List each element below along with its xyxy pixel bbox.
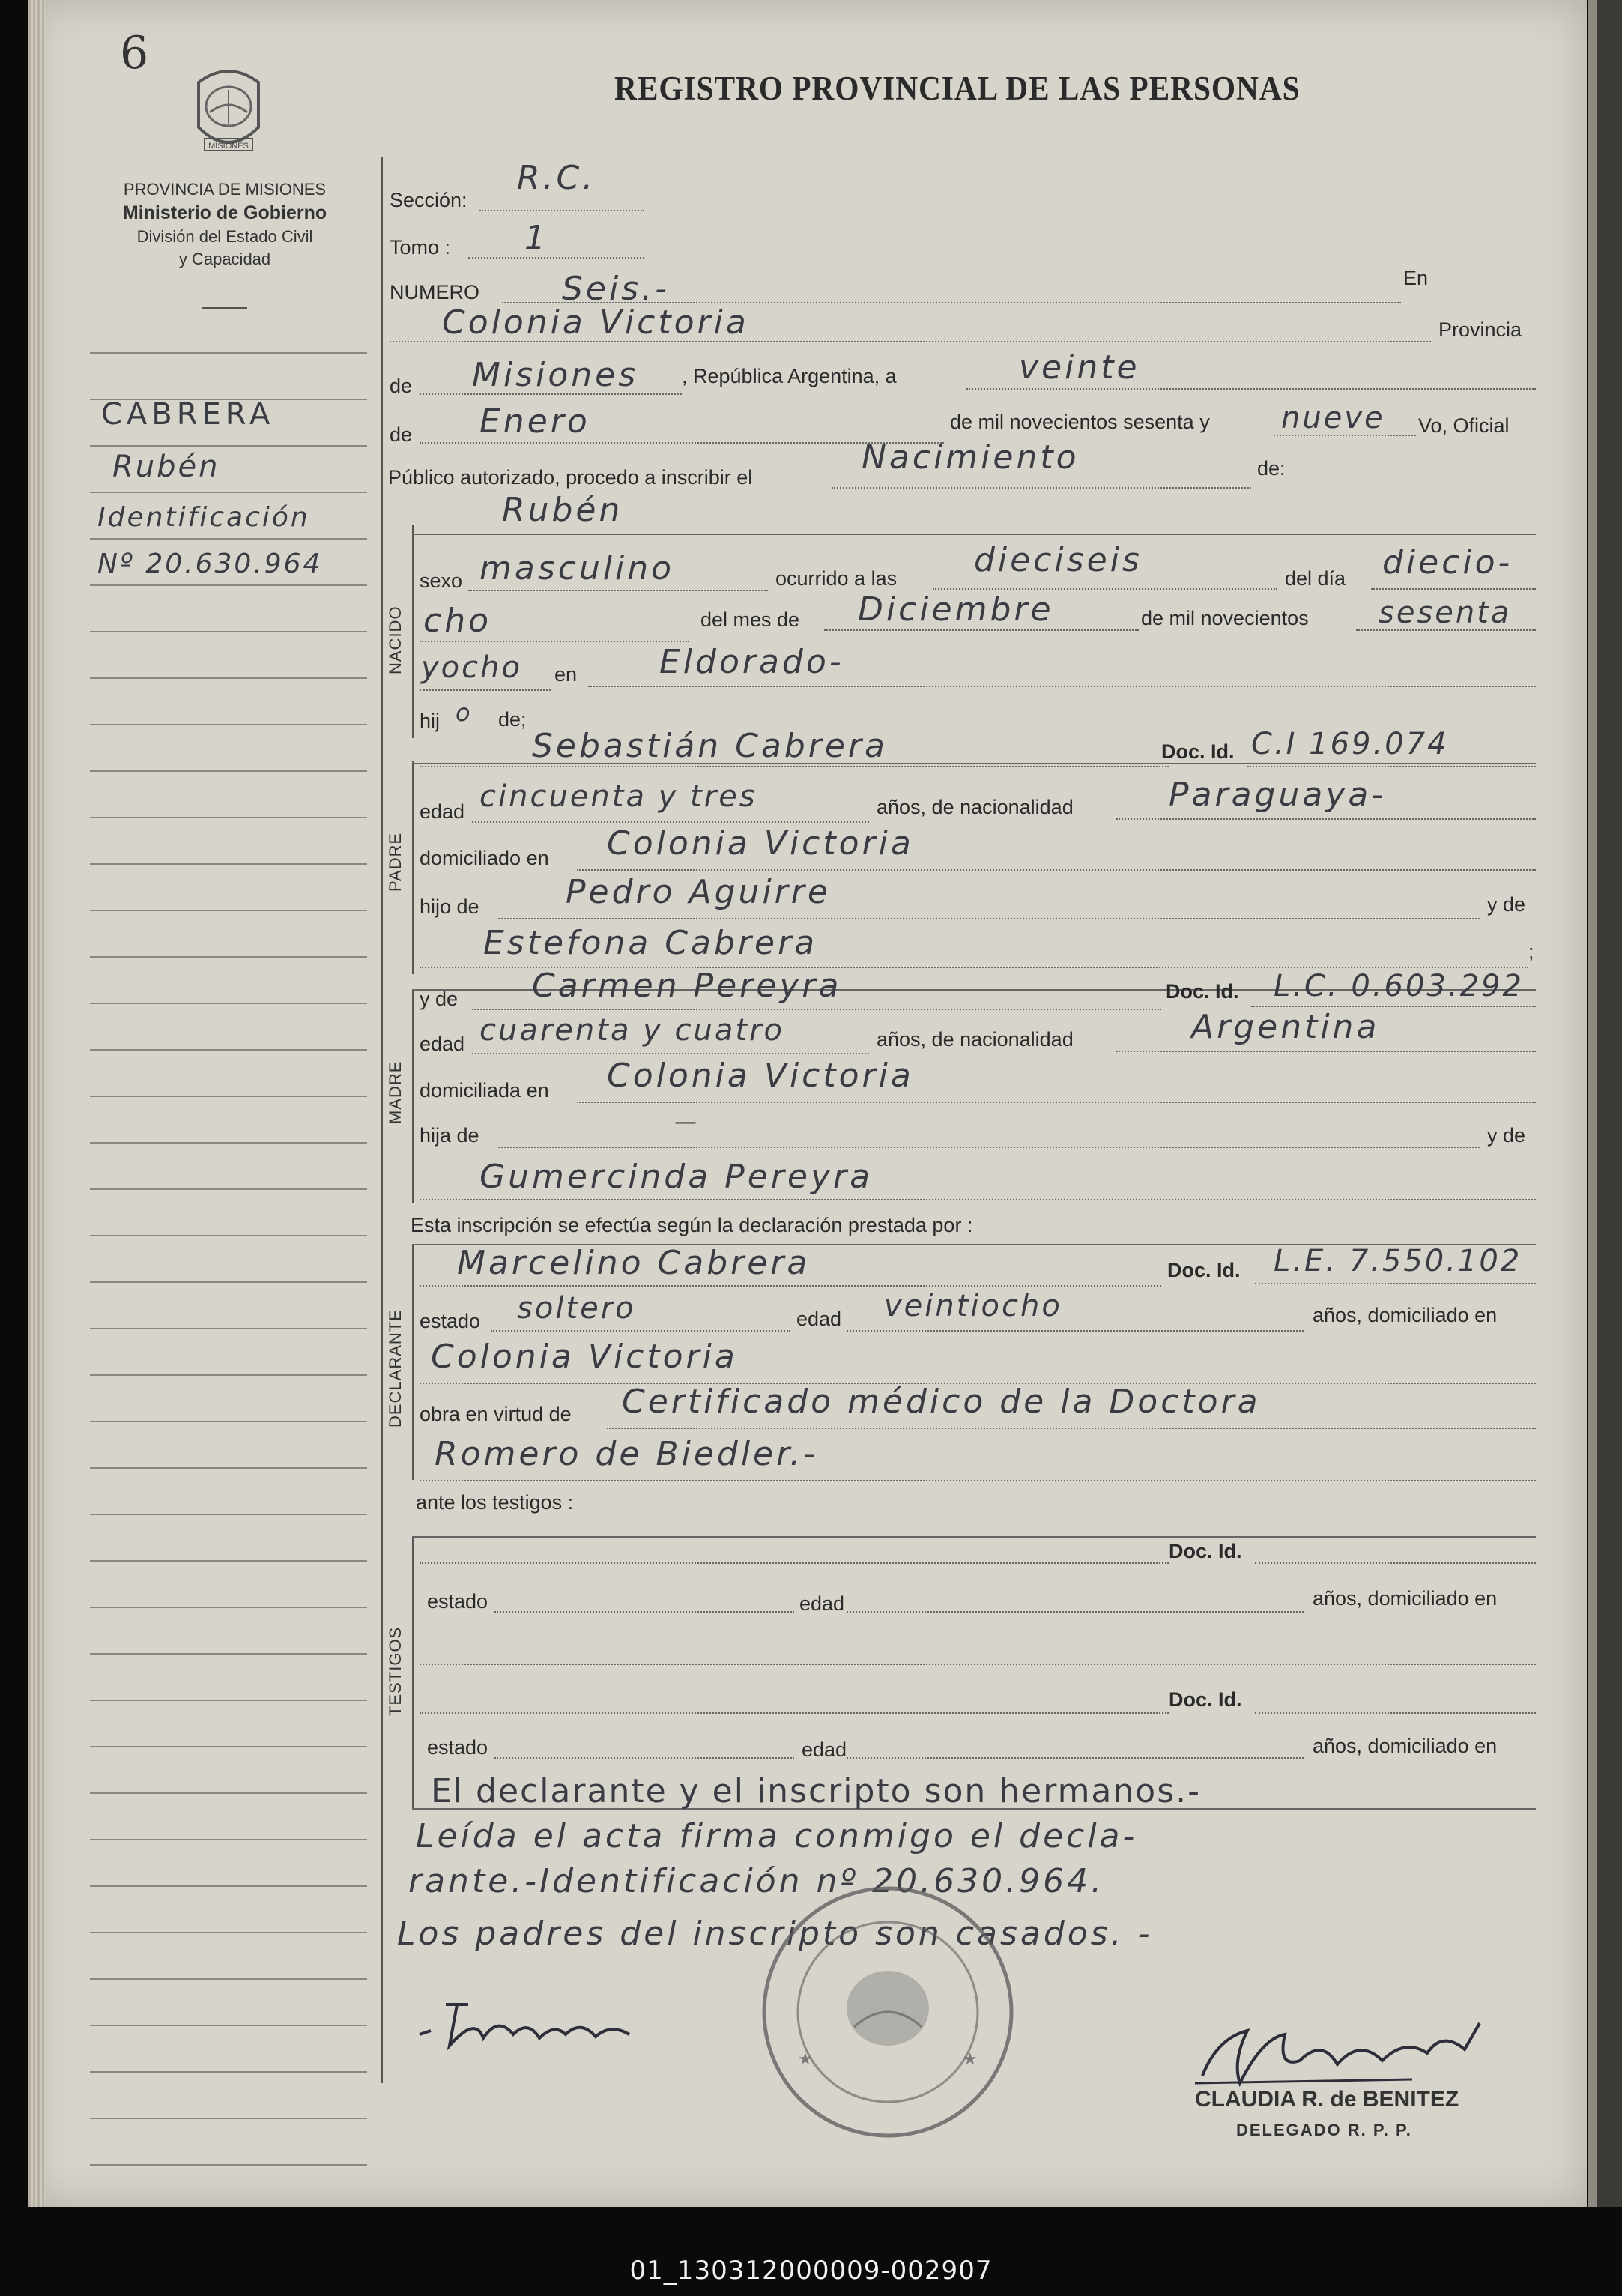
padre-hijo-de-label: hijo de — [420, 895, 479, 918]
provincia-label: Provincia — [1438, 318, 1522, 341]
ante-testigos-label: ante los testigos : — [416, 1491, 574, 1514]
declarante-estado-label: estado — [420, 1310, 481, 1332]
seccion-value: R.C. — [517, 159, 596, 197]
margin-rule-line — [90, 770, 367, 772]
declarante-nombre: Marcelino Cabrera — [457, 1244, 811, 1282]
header-divider — [202, 307, 247, 309]
declarante-edad-label: edad — [796, 1308, 842, 1330]
madre-nacionalidad-line — [1116, 1051, 1536, 1052]
testigo2-nombre-line — [420, 1712, 1169, 1714]
madre-nombre-line — [472, 1009, 1161, 1010]
madre-nombre: Carmen Pereyra — [532, 967, 842, 1005]
seccion-label: Sección: — [390, 189, 467, 211]
declarante-edad-line — [847, 1330, 1304, 1332]
testigo1-edad-line — [847, 1611, 1304, 1613]
lugar-value: Colonia Victoria — [442, 303, 749, 342]
testigo2-domiciliado-label: años, domiciliado en — [1313, 1735, 1498, 1757]
margin-rule-line — [90, 2071, 367, 2073]
madre-hija-de-madre-line — [420, 1199, 1536, 1200]
testigo1-doc-label: Doc. Id. — [1169, 1540, 1242, 1562]
margin-id-number: Nº 20.630.964 — [97, 549, 323, 579]
nota-2: Leída el acta firma conmigo el decla- — [416, 1817, 1138, 1855]
testigo2-doc-label: Doc. Id. — [1169, 1688, 1242, 1711]
tomo-label: Tomo : — [390, 236, 451, 259]
nombre-value: Rubén — [502, 491, 623, 529]
testigo1-domiciliado-label: años, domiciliado en — [1313, 1587, 1498, 1610]
section-testigos: TESTIGOS — [386, 1626, 405, 1716]
province-name: PROVINCIA DE MISIONES — [123, 180, 327, 199]
officer-title: DELEGADO R. P. P. — [1236, 2121, 1412, 2139]
declarante-domicilio: Colonia Victoria — [431, 1338, 738, 1376]
del-dia-label: del día — [1285, 567, 1346, 590]
testigo2-doc-line — [1255, 1712, 1536, 1714]
madre-domicilio-label: domiciliada en — [420, 1079, 549, 1102]
tomo-line — [468, 257, 644, 259]
margin-rule-line — [90, 492, 367, 493]
madre-nacionalidad: Argentina — [1191, 1008, 1380, 1046]
margin-rule-line — [90, 817, 367, 818]
margin-rule-line — [90, 1467, 367, 1469]
margin-rule-line — [90, 352, 367, 354]
padre-edad-line — [472, 821, 869, 823]
margin-rule-line — [90, 1560, 367, 1562]
madre-hija-de-label: hija de — [420, 1124, 479, 1147]
madre-edad-label: edad — [420, 1033, 465, 1055]
en-lower-label: en — [554, 663, 578, 686]
acto-line — [832, 487, 1251, 489]
testigos-bracket — [412, 1536, 414, 1810]
testigo2-estado-label: estado — [427, 1736, 488, 1759]
ministry-name: Ministerio de Gobierno — [122, 202, 327, 223]
obra-line — [607, 1428, 1536, 1429]
margin-rule-line — [90, 1003, 367, 1004]
nota-1: El declarante y el inscripto son hermanos.- — [431, 1772, 1201, 1810]
provincial-seal-icon — [184, 60, 273, 165]
division-subname: y Capacidad — [178, 250, 271, 269]
svg-text:★: ★ — [963, 2049, 978, 2068]
dia-nac-line-2 — [420, 641, 689, 642]
madre-edad-line — [472, 1053, 869, 1054]
madre-nacionalidad-label: años, de nacionalidad — [877, 1028, 1074, 1051]
margin-rule-line — [90, 1049, 367, 1051]
margin-rule-line — [90, 1700, 367, 1701]
dia-nac-value-2: cho — [423, 602, 491, 640]
padre-hijo-de-line — [498, 918, 1480, 919]
margin-surname: CABRERA — [101, 397, 275, 432]
padre-nacionalidad: Paraguaya- — [1169, 776, 1387, 814]
margin-rule-line — [90, 863, 367, 865]
provincia-value: Misiones — [472, 356, 639, 394]
testigo1-doc-line — [1255, 1562, 1536, 1564]
margin-rule-line — [90, 1792, 367, 1794]
madre-hija-de-padre: — — [674, 1109, 699, 1135]
madre-bracket — [412, 989, 414, 1203]
mes-nac-value: Diciembre — [858, 590, 1054, 629]
dia-nac-line — [1371, 588, 1536, 590]
officer-name: CLAUDIA R. de BENITEZ — [1195, 2087, 1459, 2112]
padre-nacionalidad-label: años, de nacionalidad — [877, 796, 1074, 818]
madre-y-de-label: y de — [1487, 1124, 1526, 1147]
ocurrido-label: ocurrido a las — [775, 567, 898, 590]
margin-rule-line — [90, 1839, 367, 1840]
obra-value-2: Romero de Biedler.- — [435, 1435, 819, 1473]
acto-value: Nacimiento — [862, 438, 1080, 477]
de-label-2: de — [390, 423, 413, 446]
mes-nac-line — [824, 629, 1139, 631]
hora-line — [933, 588, 1277, 590]
margin-rule-line — [90, 1281, 367, 1283]
inscripcion-label: Esta inscripción se efectúa según la declaración prestada por : — [411, 1214, 973, 1236]
testigo1-domicilio-line — [420, 1664, 1536, 1665]
testigo1-estado-label: estado — [427, 1590, 488, 1613]
padre-domicilio-label: domiciliado en — [420, 847, 549, 869]
republica-label: , República Argentina, a — [682, 365, 897, 387]
margin-rule-line — [90, 538, 367, 540]
seal-label: MISIONES — [208, 142, 249, 151]
svg-text:★: ★ — [798, 2049, 813, 2068]
lugar-nac-line — [588, 686, 1536, 687]
madre-domicilio-line — [577, 1102, 1536, 1103]
declarante-doc-label: Doc. Id. — [1167, 1259, 1241, 1281]
anio-nac-value-2: yocho — [421, 650, 522, 685]
sexo-line — [468, 590, 768, 591]
madre-hija-de-madre: Gumercinda Pereyra — [479, 1158, 874, 1196]
obra-value-1: Certificado médico de la Doctora — [622, 1383, 1261, 1421]
testigo2-estado-line — [494, 1757, 794, 1759]
testigo2-edad-label: edad — [802, 1738, 847, 1761]
padre-doc-line — [1247, 766, 1536, 767]
madre-domicilio: Colonia Victoria — [607, 1057, 914, 1095]
vo-oficial-label: Vo, Oficial — [1418, 414, 1510, 437]
margin-rule-line — [90, 956, 367, 958]
madre-edad: cuarenta y cuatro — [479, 1013, 785, 1048]
obra-line-2 — [420, 1480, 1536, 1481]
sexo-label: sexo — [420, 570, 463, 592]
padre-nacionalidad-line — [1116, 818, 1536, 820]
dia-nac-value-1: diecio- — [1382, 543, 1513, 581]
dia-acta-value: veinte — [1019, 348, 1140, 387]
margin-rule-line — [90, 1653, 367, 1655]
padre-hijo-de-padre: Pedro Aguirre — [566, 873, 831, 911]
declarante-signature-text: Cabrera — [536, 2049, 539, 2050]
margin-rule-line — [90, 1421, 367, 1422]
scan-code: 01_130312000009-002907 — [629, 2256, 993, 2286]
mes-acta-value: Enero — [479, 402, 590, 441]
section-padre: PADRE — [386, 832, 405, 892]
division-name: División del Estado Civil — [136, 227, 313, 247]
margin-rule-line — [90, 1235, 367, 1236]
madre-doc-label: Doc. Id. — [1166, 980, 1239, 1003]
margin-rule-line — [90, 724, 367, 725]
padre-hijo-de-madre: Estefona Cabrera — [483, 924, 818, 962]
margin-rule-line — [90, 1328, 367, 1329]
sexo-value: masculino — [479, 549, 675, 587]
margin-rule-line — [90, 2025, 367, 2026]
madre-hija-de-line — [498, 1147, 1480, 1148]
numero-value: Seis.- — [562, 270, 671, 308]
margin-rule-line — [90, 1096, 367, 1097]
declarante-doc-line — [1255, 1283, 1536, 1284]
de-colon-label: de: — [1257, 457, 1286, 480]
anio-nac-value-1: sesenta — [1379, 596, 1512, 630]
margin-id-label: Identificación — [97, 502, 310, 533]
padre-nombre-line — [420, 766, 1169, 767]
margin-rule-line — [90, 1374, 367, 1376]
mil-novecientos-label: de mil novecientos sesenta y — [950, 411, 1210, 433]
padre-bracket — [412, 761, 414, 974]
anio-acta-value: nueve — [1281, 401, 1385, 435]
divider-testigos — [412, 1536, 1536, 1538]
hij-suffix: o — [456, 698, 473, 727]
margin-rule-line — [90, 2118, 367, 2119]
margin-rule-line — [90, 584, 367, 586]
declarante-domiciliado-label: años, domiciliado en — [1313, 1304, 1498, 1326]
hij-label: hij — [420, 710, 441, 732]
testigo1-estado-line — [494, 1611, 794, 1613]
padre-y-de-label: y de — [1487, 893, 1526, 916]
declarante-estado: soltero — [517, 1291, 636, 1326]
divider-nacido — [412, 534, 1536, 535]
book-binding — [1588, 0, 1622, 2207]
nota-4: Los padres del inscripto son casados. - — [397, 1915, 1153, 1953]
margin-rule-line — [90, 1932, 367, 1933]
tomo-value: 1 — [524, 219, 548, 257]
madre-y-de-label: y de — [420, 988, 459, 1010]
page-edge — [28, 0, 45, 2207]
nacido-bracket — [412, 525, 414, 738]
declarante-estado-line — [491, 1330, 790, 1332]
margin-rule-line — [90, 1514, 367, 1515]
anio-nac-line-2 — [420, 689, 551, 691]
obra-label: obra en virtud de — [420, 1403, 572, 1425]
padre-edad: cincuenta y tres — [479, 779, 757, 814]
section-madre: MADRE — [386, 1060, 405, 1124]
margin-rule-line — [90, 445, 367, 447]
semicolon-label: ; — [1528, 940, 1534, 963]
declarante-signature — [416, 1993, 641, 2053]
margin-rule-line — [90, 1885, 367, 1887]
margin-rule-line — [90, 1188, 367, 1190]
del-mes-label: del mes de — [700, 608, 800, 631]
testigo2-edad-line — [847, 1757, 1304, 1759]
padre-domicilio: Colonia Victoria — [607, 824, 914, 862]
document-title: REGISTRO PROVINCIAL DE LAS PERSONAS — [614, 70, 1301, 107]
madre-doc-line — [1251, 1006, 1536, 1007]
declarante-nombre-line — [420, 1285, 1161, 1287]
seccion-line — [479, 210, 644, 211]
padre-domicilio-line — [577, 869, 1536, 871]
declarante-bracket — [412, 1244, 414, 1480]
padre-doc: C.I 169.074 — [1251, 727, 1449, 761]
declarante-doc: L.E. 7.550.102 — [1274, 1244, 1522, 1278]
officer-signature — [1187, 2008, 1487, 2091]
margin-name: Rubén — [112, 450, 220, 484]
margin-rule-line — [90, 1746, 367, 1747]
padre-doc-label: Doc. Id. — [1161, 740, 1235, 763]
margin-rule-line — [90, 631, 367, 632]
section-nacido: NACIDO — [386, 605, 405, 674]
mil-novecientos-nac-label: de mil novecientos — [1141, 607, 1309, 629]
margin-rule-line — [90, 910, 367, 911]
publico-label: Público autorizado, procedo a inscribir el — [388, 466, 753, 489]
lugar-nac-value: Eldorado- — [659, 643, 844, 681]
testigo1-edad-label: edad — [799, 1592, 845, 1615]
ministry-header — [82, 178, 367, 271]
nota-3: rante.-Identificación nº 20.630.964. — [408, 1862, 1105, 1900]
de-semicolon-label: de; — [498, 708, 527, 731]
de-label-1: de — [390, 375, 413, 397]
margin-rule-line — [90, 677, 367, 679]
en-label: En — [1403, 267, 1429, 289]
page-number: 6 — [120, 27, 149, 79]
testigo1-nombre-line — [420, 1562, 1169, 1564]
dia-acta-line — [966, 388, 1536, 390]
madre-doc: L.C. 0.603.292 — [1274, 969, 1524, 1003]
left-form-border — [381, 157, 383, 2083]
official-stamp-icon — [753, 1877, 1023, 2147]
padre-nombre: Sebastián Cabrera — [532, 727, 888, 765]
margin-rule-line — [90, 1607, 367, 1608]
hora-value: dieciseis — [974, 541, 1143, 579]
section-declarante: DECLARANTE — [386, 1309, 405, 1428]
numero-label: NUMERO — [390, 281, 479, 303]
margin-rule-line — [90, 1978, 367, 1980]
margin-rule-line — [90, 2164, 367, 2166]
padre-edad-label: edad — [420, 800, 465, 823]
declarante-edad: veintiocho — [884, 1289, 1062, 1323]
margin-rule-line — [90, 1142, 367, 1144]
